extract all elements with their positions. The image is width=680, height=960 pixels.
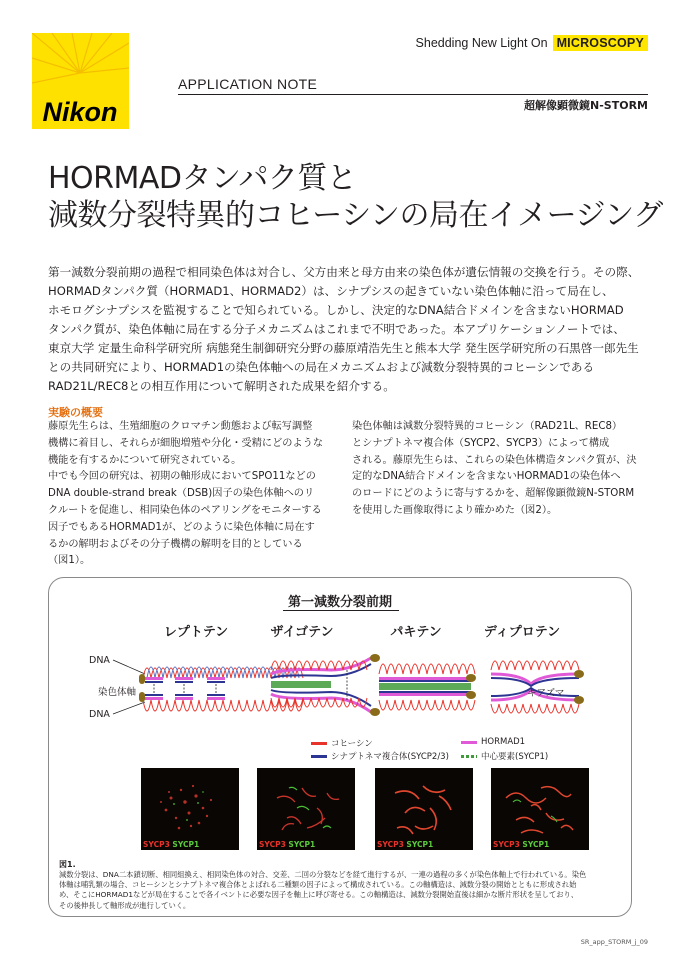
body-line: 機構に着目し、それらが細胞増殖や分化・受精にどのような — [48, 437, 324, 449]
meiosis-diagram — [49, 578, 633, 748]
tagline-highlight: MICROSCOPY — [553, 35, 648, 51]
micrograph-pachytene — [375, 768, 473, 850]
body-line: 染色体軸は減数分裂特異的コヒーシン（RAD21L、REC8） — [352, 421, 623, 432]
caption-line: 体軸は哺乳類の場合、コヒーシンとシナプトネマ複合体とよばれる二種類の因子によって構成されている。この軸構造は、減数分裂の開始とともに形成され始 — [59, 880, 577, 890]
micrograph-caption: SYCP3 SYCP1 — [143, 840, 200, 849]
intro-line: タンパク質が、染色体軸に局在する分子メカニズムはこれまで不明であった。本アプリケーションノートでは、 — [48, 322, 625, 336]
caption-line: 減数分裂は、DNA二本鎖切断、相同組換え、相同染色体の対合、交差、二回の分裂などを経て進行するが、一連の過程の多くが染色体軸上で行われている。染色 — [59, 870, 587, 879]
legend-swatch — [461, 755, 477, 758]
intro-paragraph — [48, 263, 648, 396]
label-chiasma: キアズマ — [527, 688, 565, 699]
document-code: SR_app_STORM_j_09 — [580, 938, 648, 946]
right-column — [352, 419, 652, 520]
title-line: 減数分裂特異的コヒーシンの局在イメージング — [48, 198, 663, 233]
body-line: クルートを促進し、相同染色体のペアリングをモニターする — [48, 504, 322, 516]
zygotene-illustration — [271, 654, 380, 716]
legend-item-synaptonemal-complex — [311, 750, 449, 762]
intro-line: 東京大学 定量生命科学研究所 病態発生制御研究分野の藤原靖浩先生と熊本大学 発生医学研究所の石黒啓一郎先生 — [48, 341, 639, 355]
stage-label-zygotene: ザイゴテン — [270, 625, 334, 640]
micrograph-diplotene — [491, 768, 589, 850]
intro-line: HORMADタンパク質（HORMAD1、HORMAD2）は、シナプシスの起きていない染色体軸に沿って局在し、 — [48, 284, 614, 298]
logo-wordmark: Nikon — [42, 97, 118, 127]
micrograph-leptotene — [141, 768, 239, 850]
product-name: 超解像顕微鏡N-STORM — [524, 99, 648, 112]
figure-caption — [59, 870, 624, 911]
header-divider — [178, 94, 648, 95]
body-line: るかの解明およびその分子機構の解明を目的としている — [48, 538, 303, 550]
caption-line: その後伸長して軸形成が進行していく。 — [59, 900, 191, 910]
stage-label-pachytene: パキテン — [390, 625, 442, 640]
left-column — [48, 419, 338, 570]
leptotene-illustration — [139, 667, 303, 711]
stage-label-diplotene: ディプロテン — [483, 625, 561, 640]
label-dna-top: DNA — [89, 655, 110, 666]
body-line: DNA double-strand break（DSB)因子の染色体軸へのリ — [48, 488, 315, 500]
intro-line: RAD21L/REC8との相互作用について解明された成果を紹介する。 — [48, 379, 395, 393]
body-line: 機能を有するかについて研究されている。 — [48, 454, 242, 466]
legend-swatch — [311, 742, 327, 745]
micrograph-caption: SYCP3 SYCP1 — [259, 840, 316, 849]
micrograph-caption: SYCP3 SYCP1 — [493, 840, 550, 849]
legend-swatch — [311, 755, 327, 758]
intro-line: 第一減数分裂前期の過程で相同染色体は対合し、父方由来と母方由来の染色体が遺伝情報の交換を行う。その際、 — [48, 265, 640, 279]
body-line: のロードにどのように寄与するかを、超解像顕微鏡N-STORM — [352, 488, 635, 500]
stage-label-leptotene: レプトテン — [163, 625, 229, 640]
micrograph-zygotene — [257, 768, 355, 850]
body-line: とシナプトネマ複合体（SYCP2、SYCP3）によって構成 — [352, 437, 610, 449]
body-line: 定的なDNA結合ドメインを含まないHORMAD1の染色体へ — [352, 471, 621, 483]
label-chromosome-axis: 染色体軸 — [98, 687, 137, 698]
legend-swatch — [461, 741, 477, 744]
intro-line: ホモログシナプシスを監視することで知られている。しかし、決定的なDNA結合ドメインを含まないHORMAD — [48, 303, 624, 317]
micrograph-caption: SYCP3 SYCP1 — [377, 840, 434, 849]
body-line: （図1）。 — [48, 555, 91, 567]
legend-label: 中心要素(SYCP1) — [481, 752, 549, 762]
header-tagline — [416, 35, 648, 51]
title-line: HORMADタンパク質と — [48, 161, 357, 196]
body-line: される。藤原先生らは、これらの染色体構造タンパク質が、決 — [352, 454, 637, 466]
legend-label: HORMAD1 — [481, 737, 526, 747]
body-line: 因子でもあるHORMAD1が、どのように染色体軸に局在す — [48, 521, 315, 533]
nikon-logo — [32, 33, 129, 129]
pachytene-illustration — [379, 664, 476, 710]
body-line: 中でも今回の研究は、初期の軸形成においてSPO11などの — [48, 471, 316, 483]
legend-item-hormad1 — [461, 737, 525, 747]
figure-title: 第一減数分裂前期 — [287, 595, 392, 610]
intro-line: との共同研究により、HORMAD1の染色体軸への局在メカニズムおよび減数分裂特異的コヒーシンである — [48, 360, 595, 374]
body-line: 藤原先生らは、生殖細胞のクロマチン動態および転写調整 — [48, 421, 313, 432]
figure-1 — [48, 577, 632, 917]
label-dna-bottom: DNA — [89, 709, 110, 720]
legend-label: シナプトネマ複合体(SYCP2/3) — [331, 752, 449, 762]
legend-label: コヒーシン — [331, 739, 373, 749]
section-heading: 実験の概要 — [48, 406, 103, 419]
tagline-text: Shedding New Light On — [415, 36, 548, 50]
caption-line: め、そこにHORMAD1などが局在することで各イベントに必要な因子を軸上に呼び寄せる。この軸構造は、減数分裂開始直後は細かな断片形状を呈しており、 — [59, 890, 579, 900]
doc-type: APPLICATION NOTE — [178, 76, 318, 92]
body-line: を使用した画像取得により確かめた（図2）。 — [352, 504, 558, 516]
page-title — [48, 160, 663, 234]
legend-item-cohesin — [311, 737, 373, 749]
legend-item-central-element — [461, 750, 548, 762]
figure-number: 図1. — [59, 860, 76, 869]
